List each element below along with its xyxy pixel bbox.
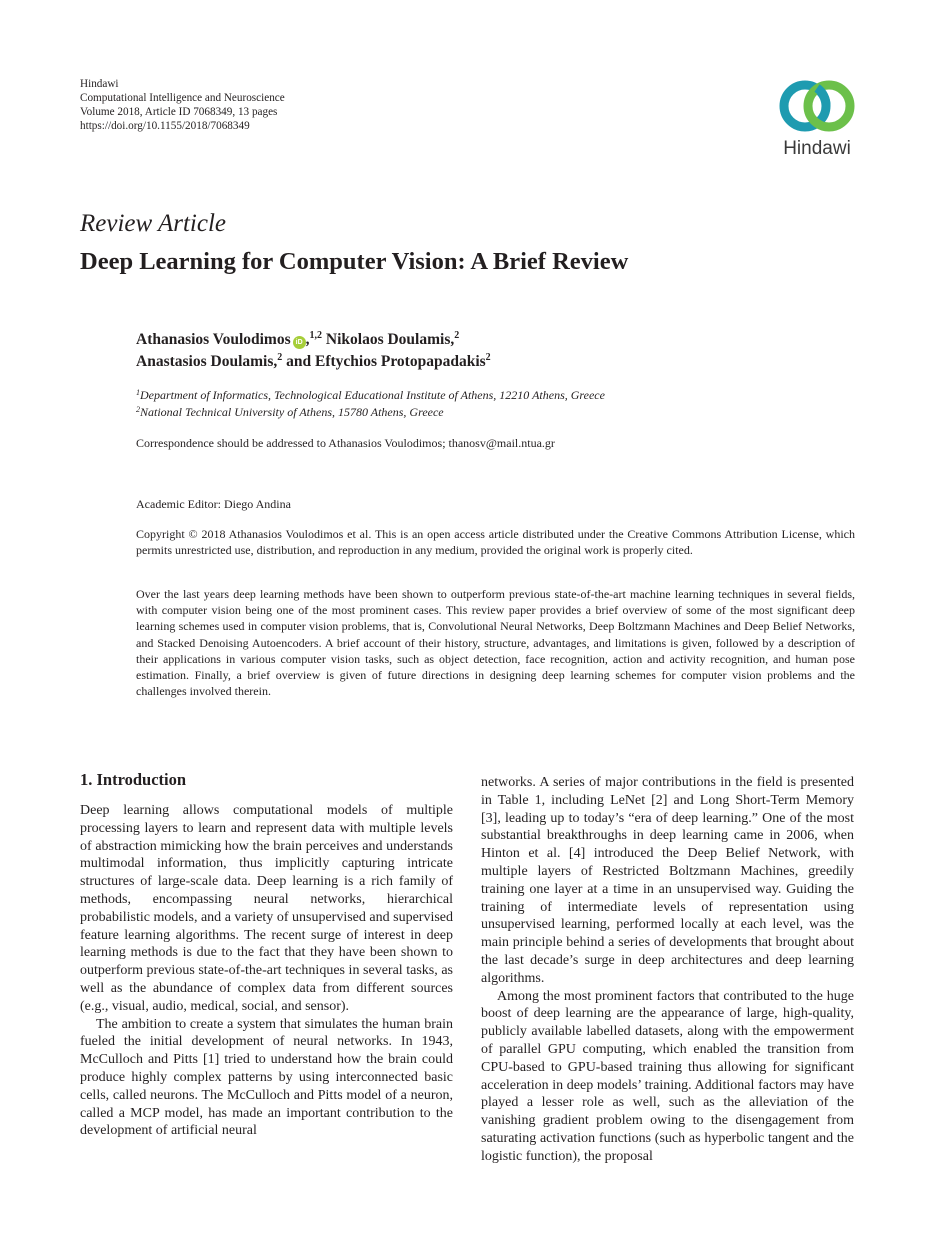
affiliation-mark: 1 <box>136 388 140 397</box>
author-name: Anastasios Doulamis, <box>136 353 278 370</box>
academic-editor: Academic Editor: Diego Andina <box>136 497 291 511</box>
hindawi-logo-icon <box>772 74 862 138</box>
author-line-2 <box>136 351 491 373</box>
paragraph: Deep learning allows computational models of multiple processing layers to learn and represent data with multiple levels of abstraction mimicking how the brain perceives and understands multimodal information, thus implicitly capturing intricate structures of large-scale data. Deep learning is a rich family of methods, encompassing neural networks, hierarchical probabilistic models, and a variety of unsupervised and supervised feature learning algorithms. The recent surge of interest in deep learning methods is due to the fact that they have been shown to outperform previous state-of-the-art techniques in several tasks, as well as the abundance of complex data from different sources (e.g., visual, audio, medical, social, and sensor). <box>80 803 453 1014</box>
logo-text: Hindawi <box>783 138 851 159</box>
paragraph: networks. A series of major contributions in the field is presented in Table 1, including LeNet [2] and Long Short-Term Memory [3], leading up to today’s “era of deep learning.” One of the most substantial breakthroughs in deep learning came in 2006, when Hinton et al. [4] introduced the Deep Belief Network, with multiple layers of Restricted Boltzmann Machines, greedily training one layer at a time in an unsupervised way. Guiding the training of intermediate levels of representation using unsupervised learning, performed locally at each level, was the main principle behind a series of developments that brought about the last decade’s surge in deep architectures and deep learning algorithms. <box>481 775 854 986</box>
author-affiliation-mark: 2 <box>454 330 460 341</box>
body-column-right <box>481 774 854 1166</box>
doi-link[interactable]: https://doi.org/10.1155/2018/7068349 <box>80 120 250 132</box>
body-column-left <box>80 802 453 1140</box>
hindawi-logo <box>772 74 862 160</box>
author-line-1: Athanasios Voulodimos iD ,$^{1,2}$ Nikolaos Doulamis,$^2$ <box>136 330 460 348</box>
affiliation-text: Department of Informatics, Technological Educational Institute of Athens, 12210 Athens, Greece <box>140 388 605 402</box>
author-affiliation-mark: 2 <box>485 352 491 363</box>
correspondence: Correspondence should be addressed to Athanasios Voulodimos; thanosv@mail.ntua.gr <box>136 436 555 450</box>
article-type: Review Article <box>80 210 227 237</box>
orcid-icon[interactable]: iD <box>293 336 306 349</box>
copyright-notice: Copyright © 2018 Athanasios Voulodimos et al. This is an open access article distributed under the Creative Commons Attribution License, which permits unrestricted use, distribution, and reproduction in any medium, provided the original work is properly cited. <box>136 527 855 558</box>
author-list <box>136 329 491 373</box>
author-name: and Eftychios Protopapadakis <box>286 353 486 370</box>
journal-name: Computational Intelligence and Neuroscience <box>80 92 285 104</box>
journal-info <box>80 77 285 133</box>
author-name: Athanasios Voulodimos <box>136 331 291 348</box>
affiliation-item <box>136 404 605 421</box>
author-name: Nikolaos Doulamis, <box>325 331 455 348</box>
volume-line: Volume 2018, Article ID 7068349, 13 pages <box>80 106 278 118</box>
paragraph: Among the most prominent factors that contributed to the huge boost of deep learning are the appearance of large, high-quality, publicly available labelled datasets, along with the empowerment of parallel GPU computing, which enabled the transition from CPU-based to GPU-based training thus allowing for significant acceleration in deep models’ training. Additional factors may have played a lesser role as well, such as the alleviation of the vanishing gradient problem owing to the disengagement from saturating activation functions (such as hyperbolic tangent and the logistic function), the proposal <box>481 988 854 1164</box>
affiliation-text: National Technical University of Athens, 15780 Athens, Greece <box>140 405 444 419</box>
paragraph: The ambition to create a system that simulates the human brain fueled the initial development of neural networks. In 1943, McCulloch and Pitts [1] tried to understand how the brain could produce highly complex patterns by using interconnected basic cells, called neurons. The McCulloch and Pitts model of a neuron, called a MCP model, has made an important contribution to the development of artificial neural <box>80 1016 453 1139</box>
abstract: Over the last years deep learning methods have been shown to outperform previous state-of-the-art machine learning techniques in several fields, with computer vision being one of the most prominent cases. This review paper provides a brief overview of some of the most significant deep learning schemes used in computer vision problems, that is, Convolutional Neural Networks, Deep Boltzmann Machines and Deep Belief Networks, and Stacked Denoising Autoencoders. A brief account of their history, structure, advantages, and limitations is given, followed by a description of their applications in various computer vision tasks, such as object detection, face recognition, action and activity recognition, and human pose estimation. Finally, a brief overview is given of future directions in designing deep learning schemes for computer vision problems and the challenges involved therein. <box>136 587 855 699</box>
publisher-name: Hindawi <box>80 78 119 90</box>
paper-title: Deep Learning for Computer Vision: A Brief Review <box>80 248 629 275</box>
affiliations <box>136 387 605 421</box>
affiliation-item <box>136 387 605 404</box>
section-heading: 1. Introduction <box>80 770 187 789</box>
author-affiliation-mark: 2 <box>277 352 283 363</box>
author-affiliation-mark: 1,2 <box>309 330 323 341</box>
affiliation-mark: 2 <box>136 405 140 414</box>
